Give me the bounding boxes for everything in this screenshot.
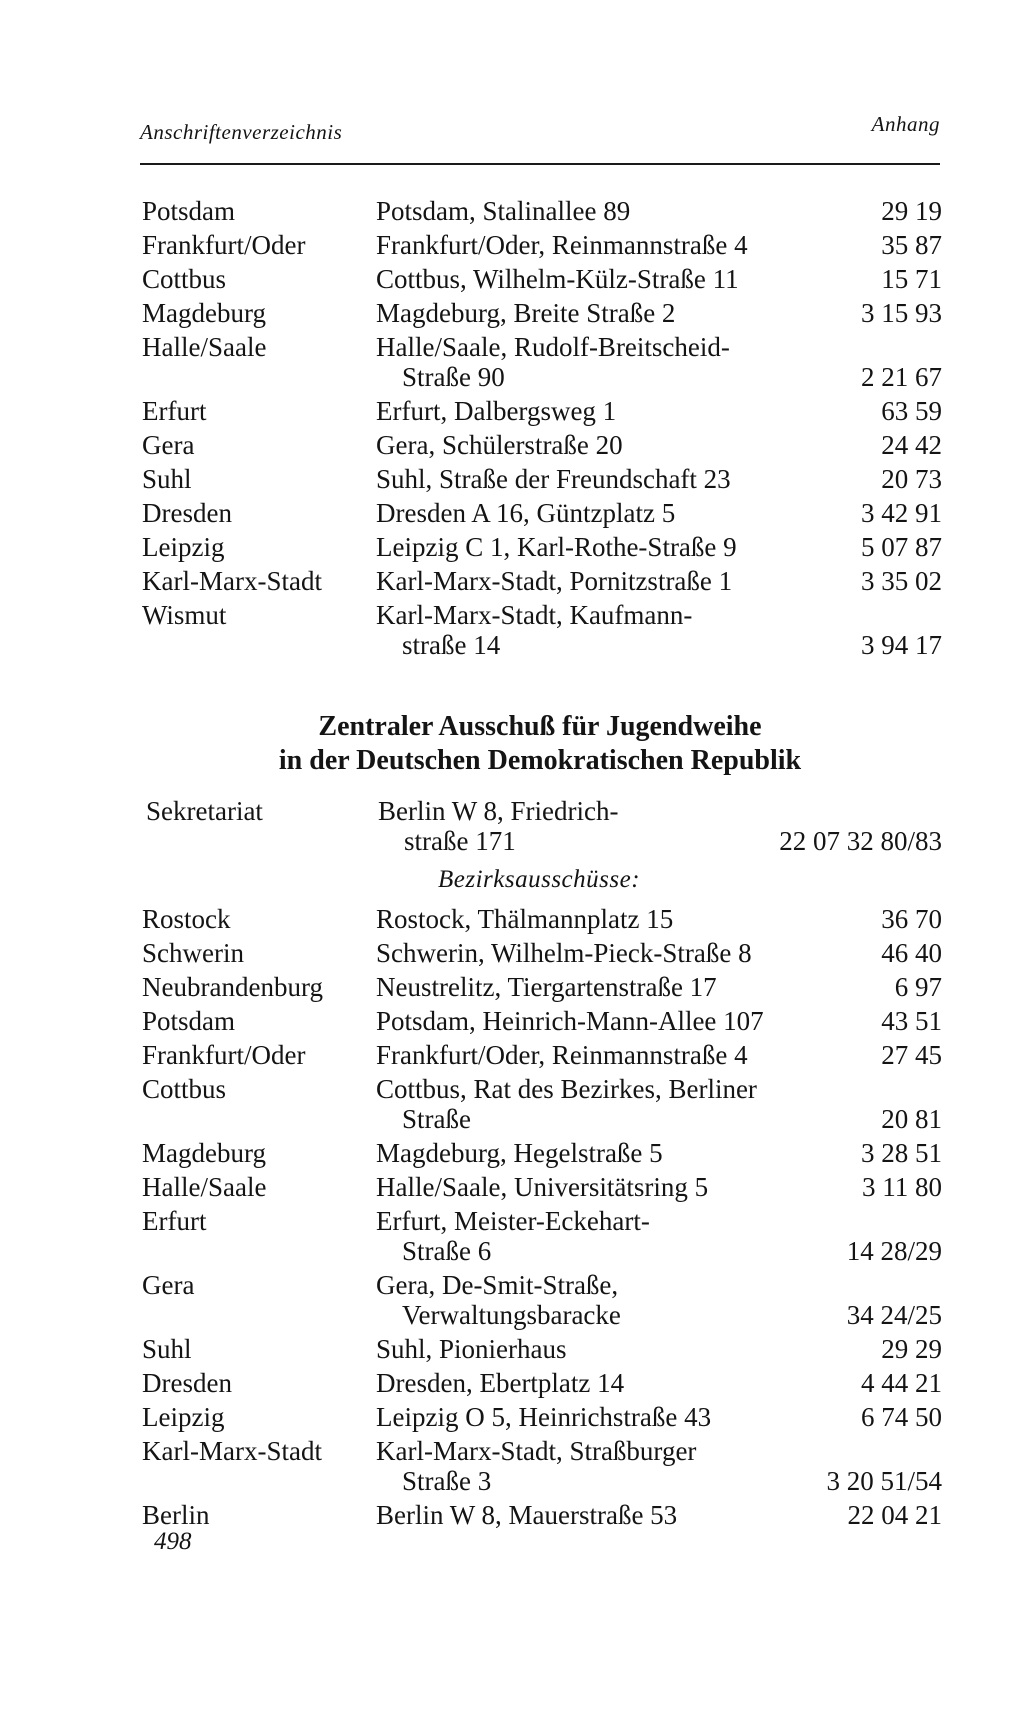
district-name: Frankfurt/Oder — [142, 230, 306, 260]
phone-number: 22 04 21 — [847, 1500, 942, 1530]
address — [376, 600, 776, 660]
address-line: Gera, De-Smit-Straße, — [376, 1270, 619, 1300]
address-line: Berlin W 8, Mauerstraße 53 — [376, 1500, 678, 1530]
address-row — [142, 1270, 942, 1330]
address — [376, 430, 776, 460]
address-row — [142, 600, 942, 660]
page-number: 498 — [154, 1528, 192, 1555]
address-line: Frankfurt/Oder, Reinmannstraße 4 — [376, 230, 748, 260]
address — [376, 396, 776, 426]
district-name: Karl-Marx-Stadt — [142, 566, 322, 596]
district-name: Erfurt — [142, 1206, 207, 1236]
district-name: Dresden — [142, 498, 232, 528]
address-line: Straße 90 — [402, 362, 505, 392]
address-line: Straße — [402, 1104, 471, 1134]
district-name: Potsdam — [142, 196, 236, 226]
district-name: Rostock — [142, 904, 231, 934]
address-row — [142, 1334, 942, 1364]
district-name: Potsdam — [142, 1006, 236, 1036]
address-line: Erfurt, Dalbergsweg 1 — [376, 396, 617, 426]
secretariat-label: Sekretariat — [146, 796, 263, 826]
address — [376, 532, 776, 562]
section-heading-line-1: Zentraler Ausschuß für Jugendweihe — [318, 711, 762, 742]
section-heading — [140, 710, 940, 778]
district-name: Dresden — [142, 1368, 232, 1398]
address-line: Verwaltungsbaracke — [402, 1300, 621, 1330]
address-list-2 — [142, 904, 942, 1534]
address-line: Suhl, Pionierhaus — [376, 1334, 567, 1364]
district-name: Berlin — [142, 1500, 210, 1530]
address-line: Cottbus, Wilhelm-Külz-Straße 11 — [376, 264, 739, 294]
address-line: Dresden, Ebertplatz 14 — [376, 1368, 625, 1398]
address — [376, 566, 776, 596]
address — [376, 1206, 776, 1266]
phone-number: 3 28 51 — [861, 1138, 942, 1168]
address-line: straße 14 — [402, 630, 501, 660]
address — [376, 1006, 776, 1036]
district-name: Wismut — [142, 600, 227, 630]
phone-number: 14 28/29 — [846, 1236, 942, 1266]
address-list-1 — [142, 196, 942, 664]
address — [376, 264, 776, 294]
address-line: Karl-Marx-Stadt, Straßburger — [376, 1436, 697, 1466]
address-row — [142, 1368, 942, 1398]
address — [376, 1368, 776, 1398]
address-line: Suhl, Straße der Freundschaft 23 — [376, 464, 731, 494]
address-row — [142, 1402, 942, 1432]
district-name: Erfurt — [142, 396, 207, 426]
address-line: Magdeburg, Breite Straße 2 — [376, 298, 676, 328]
secretariat-address-line-1: Berlin W 8, Friedrich- — [378, 796, 619, 826]
address-line: Gera, Schülerstraße 20 — [376, 430, 623, 460]
address-line: Erfurt, Meister-Eckehart- — [376, 1206, 650, 1236]
address-row — [142, 1138, 942, 1168]
address-row — [142, 566, 942, 596]
address-row — [142, 1206, 942, 1266]
address-row — [142, 264, 942, 294]
district-name: Cottbus — [142, 1074, 227, 1104]
running-head-left: Anschriftenverzeichnis — [140, 120, 343, 144]
address — [376, 498, 776, 528]
address-line: Straße 3 — [402, 1466, 492, 1496]
address-row — [142, 972, 942, 1002]
address-row — [142, 1006, 942, 1036]
district-name: Magdeburg — [142, 298, 266, 328]
address-line: Potsdam, Heinrich-Mann-Allee 107 — [376, 1006, 764, 1036]
district-name: Karl-Marx-Stadt — [142, 1436, 322, 1466]
phone-number: 6 97 — [894, 972, 942, 1002]
phone-number: 3 35 02 — [861, 566, 942, 596]
district-name: Suhl — [142, 1334, 192, 1364]
address — [376, 1436, 776, 1496]
address — [376, 1334, 776, 1364]
secretariat-address-line-2: straße 171 — [404, 826, 516, 856]
phone-number: 3 94 17 — [861, 630, 942, 660]
phone-number: 29 29 — [881, 1334, 942, 1364]
district-name: Gera — [142, 1270, 195, 1300]
phone-number: 15 71 — [881, 264, 942, 294]
address-line: Magdeburg, Hegelstraße 5 — [376, 1138, 663, 1168]
address-row — [142, 498, 942, 528]
address — [376, 904, 776, 934]
phone-number: 3 15 93 — [861, 298, 942, 328]
phone-number: 43 51 — [881, 1006, 942, 1036]
phone-number: 6 74 50 — [861, 1402, 942, 1432]
address-line: Karl-Marx-Stadt, Kaufmann- — [376, 600, 693, 630]
secretariat-phone: 22 07 32 80/83 — [779, 826, 942, 856]
district-name: Leipzig — [142, 1402, 225, 1432]
address-row — [142, 1172, 942, 1202]
subheading: Bezirksausschüsse: — [438, 866, 641, 893]
district-name: Magdeburg — [142, 1138, 266, 1168]
address-line: Halle/Saale, Universitätsring 5 — [376, 1172, 709, 1202]
address — [376, 1500, 776, 1530]
phone-number: 3 11 80 — [862, 1172, 942, 1202]
address-line: Halle/Saale, Rudolf-Breitscheid- — [376, 332, 730, 362]
address-row — [142, 1500, 942, 1530]
address-row — [142, 332, 942, 392]
address-row — [142, 230, 942, 260]
address-row — [142, 1040, 942, 1070]
district-name: Halle/Saale — [142, 332, 267, 362]
running-head-right: Anhang — [871, 112, 940, 136]
district-name: Halle/Saale — [142, 1172, 267, 1202]
district-name: Frankfurt/Oder — [142, 1040, 306, 1070]
phone-number: 24 42 — [881, 430, 942, 460]
address-line: Rostock, Thälmannplatz 15 — [376, 904, 674, 934]
address — [376, 1402, 776, 1432]
address-row — [142, 904, 942, 934]
phone-number: 36 70 — [881, 904, 942, 934]
address-line: Neustrelitz, Tiergartenstraße 17 — [376, 972, 717, 1002]
address-row — [142, 938, 942, 968]
address — [376, 196, 776, 226]
phone-number: 35 87 — [881, 230, 942, 260]
address — [376, 464, 776, 494]
address-row — [142, 196, 942, 226]
phone-number: 34 24/25 — [846, 1300, 942, 1330]
address — [376, 332, 776, 392]
header-rule — [140, 163, 940, 165]
address-row — [142, 396, 942, 426]
address-line: Schwerin, Wilhelm-Pieck-Straße 8 — [376, 938, 752, 968]
phone-number: 63 59 — [881, 396, 942, 426]
phone-number: 4 44 21 — [861, 1368, 942, 1398]
address — [376, 1172, 776, 1202]
address — [376, 938, 776, 968]
secretariat-entry — [146, 796, 942, 856]
address-line: Cottbus, Rat des Bezirkes, Berliner — [376, 1074, 757, 1104]
district-name: Neubrandenburg — [142, 972, 323, 1002]
address-row — [142, 532, 942, 562]
address-row — [142, 464, 942, 494]
district-name: Suhl — [142, 464, 192, 494]
phone-number: 29 19 — [881, 196, 942, 226]
address-row — [142, 430, 942, 460]
address — [376, 1138, 776, 1168]
address — [376, 298, 776, 328]
phone-number: 27 45 — [881, 1040, 942, 1070]
address-row — [142, 1436, 942, 1496]
phone-number: 2 21 67 — [861, 362, 942, 392]
phone-number: 3 20 51/54 — [826, 1466, 942, 1496]
district-name: Cottbus — [142, 264, 227, 294]
address — [376, 972, 776, 1002]
address-row — [142, 1074, 942, 1134]
address — [376, 1270, 776, 1330]
district-name: Gera — [142, 430, 195, 460]
address-line: Leipzig C 1, Karl-Rothe-Straße 9 — [376, 532, 737, 562]
address — [376, 1040, 776, 1070]
phone-number: 5 07 87 — [861, 532, 942, 562]
address-line: Leipzig O 5, Heinrichstraße 43 — [376, 1402, 712, 1432]
address-line: Frankfurt/Oder, Reinmannstraße 4 — [376, 1040, 748, 1070]
address-row — [142, 298, 942, 328]
address-line: Potsdam, Stalinallee 89 — [376, 196, 631, 226]
address — [376, 1074, 776, 1134]
phone-number: 20 73 — [881, 464, 942, 494]
section-heading-line-2: in der Deutschen Demokratischen Republik — [278, 745, 802, 776]
district-name: Schwerin — [142, 938, 244, 968]
address — [376, 230, 776, 260]
phone-number: 20 81 — [881, 1104, 942, 1134]
phone-number: 3 42 91 — [861, 498, 942, 528]
address-line: Karl-Marx-Stadt, Pornitzstraße 1 — [376, 566, 733, 596]
address-line: Straße 6 — [402, 1236, 492, 1266]
address-line: Dresden A 16, Güntzplatz 5 — [376, 498, 676, 528]
phone-number: 46 40 — [881, 938, 942, 968]
district-name: Leipzig — [142, 532, 225, 562]
